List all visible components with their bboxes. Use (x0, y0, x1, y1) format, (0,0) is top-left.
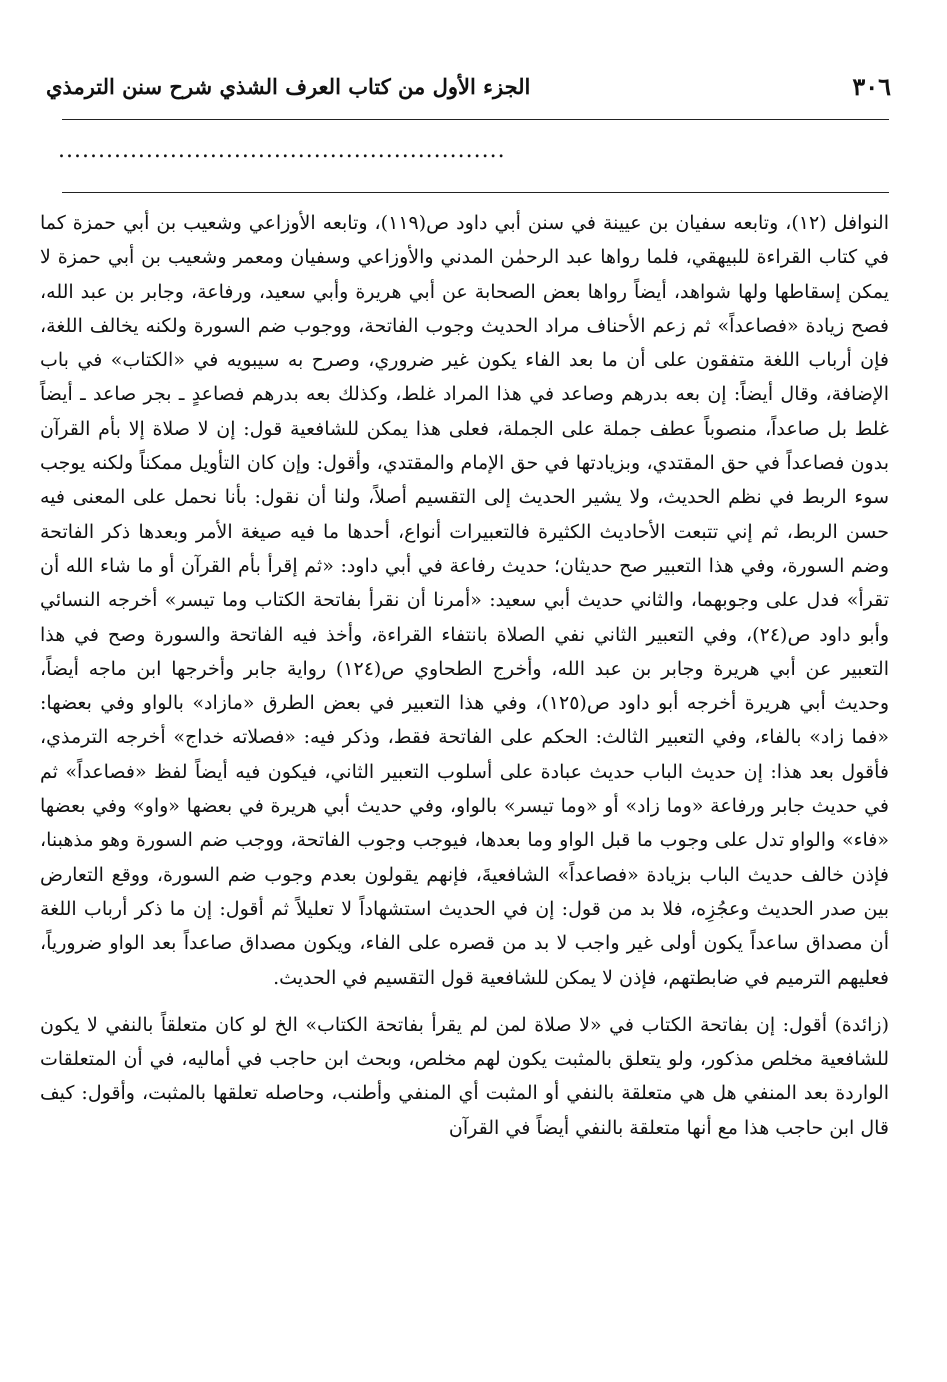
page-number: ٣٠٦ (852, 71, 891, 101)
paragraph-main: النوافل (١٢)، وتابعه سفيان بن عيينة في سنن أبي داود ص(١١٩)، وتابعه الأوزاعي وشعيب بن أبي حمزة كما في كتاب القراءة للبيهقي، فلما رواها عبد الرحمٰن المدني والأوزاعي وسفيان ومعمر وشعيب بن أبي حمزة لا يمكن إسقاطها ولها شواهد، أيضاً رواها بعض الصحابة عن أبي هريرة وأبي سعيد، ورفاعة، وجابر بن عبد الله، فصح زيادة «فصاعداً» ثم زعم الأحناف مراد الحديث وجوب الفاتحة، ووجوب ضم السورة ولكنه يخالف اللغة، فإن أرباب اللغة متفقون على أن ما بعد الفاء يكون غير ضروري، وصرح به سيبويه في «الكتاب» في باب الإضافة، وقال أيضاً: إن بعه بدرهم وصاعد في هذا المراد غلط، وكذلك بعه بدرهم فصاعدٍ ـ بجر صاعد ـ أيضاً غلط بل صاعداً، منصوباً عطف جملة على الجملة، فعلى هذا يمكن للشافعية قول: إن لا صلاة إلا بأم القرآن بدون فصاعداً في حق المقتدي، وبزيادتها في حق الإمام والمقتدي، وأقول: وإن كان التأويل ممكناً ولكنه يوجب سوء الربط في نظم الحديث، ولا يشير الحديث إلى التقسيم أصلاً، ولنا أن نقول: بأنا نحمل على المعنى فيه حسن الربط، ثم إني تتبعت الأحاديث الكثيرة فالتعبيرات أنواع، أحدها ما فيه صيغة الأمر وبعدها ذكر الفاتحة وضم السورة، وفي هذا التعبير صح حديثان؛ حديث رفاعة في أبي داود: «ثم إقرأ بأم القرآن أو ما شاء الله أن تقرأ» فدل على وجوبهما، والثاني حديث أبي سعيد: «أمرنا أن نقرأ بفاتحة الكتاب وما تيسر» أخرجه النسائي وأبو داود ص(٢٤)، وفي التعبير الثاني نفي الصلاة بانتفاء القراءة، وأخذ فيه الفاتحة والسورة وصح في هذا التعبير عن أبي هريرة وجابر بن عبد الله، وأخرج الطحاوي ص(١٢٤) رواية جابر وأخرجها ابن ماجه أيضاً، وحديث أبي هريرة أخرجه أبو داود ص(١٢٥)، وفي هذا التعبير في بعض الطرق «مازاد» بالواو وفي بعضها: «فما زاد» بالفاء، وفي التعبير الثالث: الحكم على الفاتحة فقط، وذكر فيه: «فصلاته خداج» أخرجه الترمذي، فأقول بعد هذا: إن حديث الباب حديث عبادة على أسلوب التعبير الثاني، فيكون فيه أيضاً لفظ «فصاعداً» ثم في حديث جابر ورفاعة «وما زاد» أو «وما تيسر» بالواو، وفي حديث أبي هريرة في بعضها «واو» وفي بعضها «فاء» والواو تدل على وجوب ما قبل الواو وما بعدها، فيوجب وجوب الفاتحة، ووجب ضم السورة وهو مذهبنا، فإذن خالف حديث الباب بزيادة «فصاعداً» الشافعيةَ، فإنهم يقولون بعدم وجوب ضم السورة، ووقع التعارض بين صدر الحديث وعجُزِه، فلا بد من قول: إن في الحديث استشهاداً لا تعليلاً ثم أقول: إن ما ذكر أرباب اللغة أن مصداق ساعداً يكون أولى غير واجب لا بد من قصره على الفاء، ويكون مصداق صاعداً بعد الواو ضرورياً، فعليهم الترميم في ضابطتهم، فإذن لا يمكن للشافعية قول التقسيم في الحديث. (40, 212, 890, 989)
running-title: الجزء الأول من كتاب العرف الشذي شرح سنن الترمذي (46, 73, 531, 99)
paragraph-zaida: (زائدة) أقول: إن بفاتحة الكتاب في «لا صلاة لمن لم يقرأ بفاتحة الكتاب» الخ لو كان متعلقاً بالنفي لا يكون للشافعية مخلص مذكور، ولو يتعلق بالمثبت يكون لهم مخلص، وبحث ابن حاجب في أماليه، في أن المتعلقات الواردة بعد المنفي هل هي متعلقة بالنفي أو المثبت أي المنفي وأطنب، وحاصله تعلقها بالمثبت، وأقول: كيف قال ابن حاجب هذا مع أنها متعلقة بالنفي أيضاً في القرآن (40, 1013, 889, 1139)
header-rule (62, 119, 889, 120)
page-header (46, 62, 891, 110)
separator-rule (62, 192, 889, 193)
body-text (40, 206, 889, 1145)
separator-dots: ........................................................ (58, 138, 506, 163)
